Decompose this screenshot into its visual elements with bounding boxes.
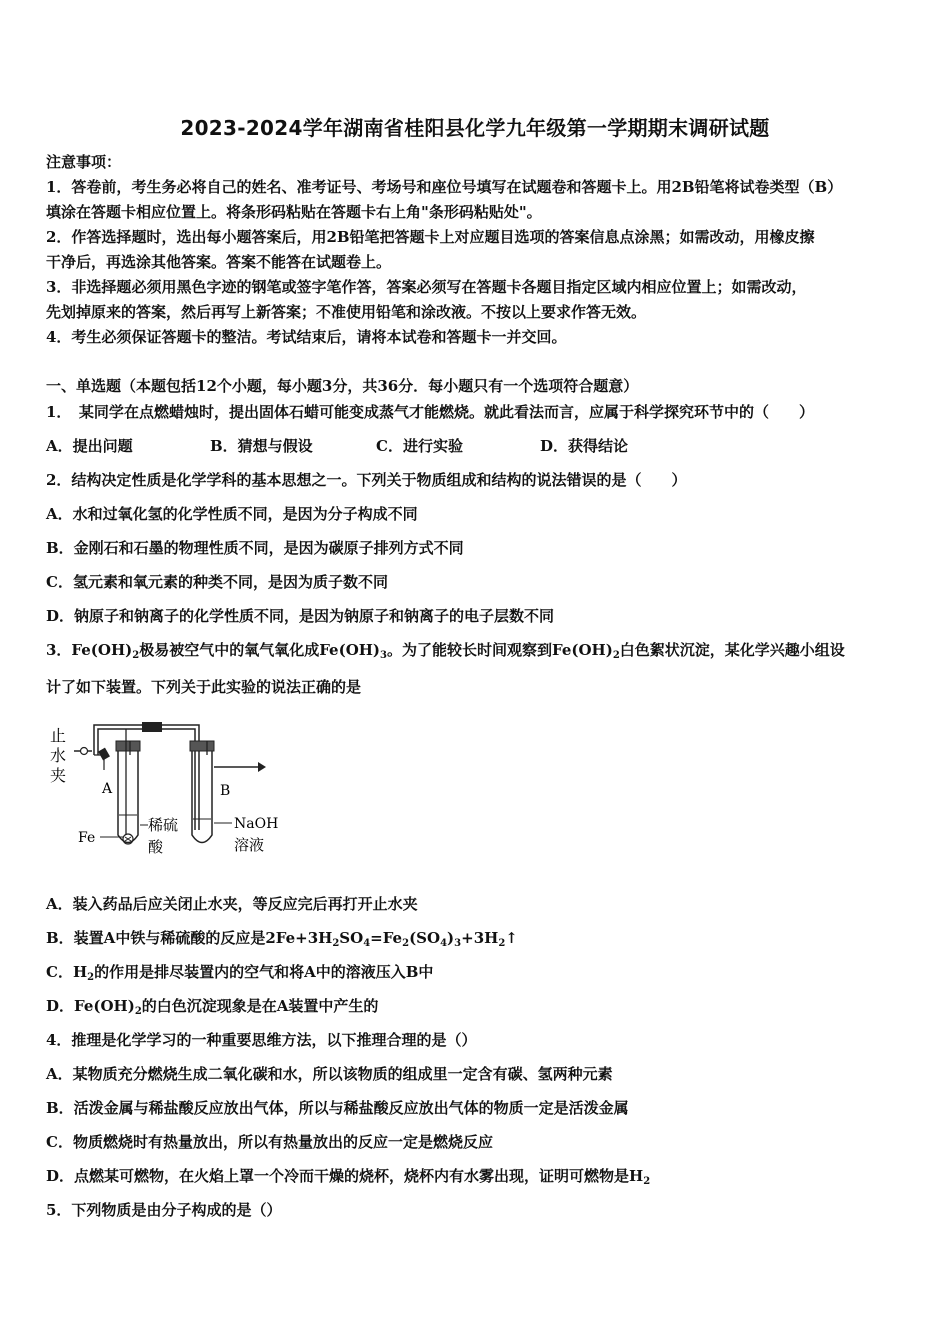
notice-item: 2．作答选择题时，选出每小题答案后，用2B铅笔把答题卡上对应题目选项的答案信息点涂黑；如需改动，用橡皮擦 [46, 228, 815, 246]
question-1-options [46, 435, 628, 456]
option-a: A．装入药品后应关闭止水夹，等反应完后再打开止水夹 [46, 895, 418, 913]
label-naoh: 溶液 [234, 836, 265, 854]
option-c: C．物质燃烧时有热量放出，所以有热量放出的反应一定是燃烧反应 [46, 1133, 493, 1151]
notice-item: 4．考生必须保证答题卡的整洁。考试结束后，请将本试卷和答题卡一并交回。 [46, 328, 567, 346]
question-2-stem: 2．结构决定性质是化学学科的基本思想之一。下列关于物质组成和结构的说法错误的是（ ） [46, 471, 687, 489]
clamp-label: 水 [50, 746, 67, 765]
notice-heading: 注意事项： [46, 153, 122, 171]
label-a: A [102, 781, 113, 797]
option-a: A．提出问题 [46, 437, 133, 455]
tube-a [118, 751, 138, 843]
clamp-label: 止 [50, 726, 67, 745]
notice-item: 填涂在答题卡相应位置上。将条形码粘贴在答题卡右上角"条形码粘贴处"。 [46, 203, 542, 221]
option-d: D．获得结论 [540, 437, 629, 455]
notice-item: 先划掉原来的答案，然后再写上新答案；不准使用铅笔和涂改液。不按以上要求作答无效。 [46, 303, 647, 321]
notice-item: 干净后，再选涂其他答案。答案不能答在试题卷上。 [46, 253, 392, 271]
question-5-stem: 5．下列物质是由分子构成的是（） [46, 1201, 282, 1219]
option-d: D．钠原子和钠离子的化学性质不同，是因为钠原子和钠离子的电子层数不同 [46, 607, 555, 625]
notice-item: 3．非选择题必须用黑色字迹的钢笔或签字笔作答，答案必须写在答题卡各题目指定区域内相应位置上；如需改动， [46, 278, 807, 296]
apparatus-diagram [44, 715, 294, 865]
option-d: D．点燃某可燃物，在火焰上罩一个冷而干燥的烧杯，烧杯内有水雾出现，证明可燃物是$H_2$ [46, 1167, 651, 1187]
option-c: C．进行实验 [376, 437, 463, 455]
page-title: 2023-2024学年湖南省桂阳县化学九年级第一学期期末调研试题 [180, 116, 770, 140]
section-heading: 一、单选题（本题包括12个小题，每小题3分，共36分．每小题只有一个选项符合题意） [46, 377, 639, 395]
option-b: B．猜想与假设 [210, 437, 313, 455]
label-fe: Fe [78, 830, 96, 846]
question-1-stem: 1． 某同学在点燃蜡烛时，提出固体石蜡可能变成蒸气才能燃烧。就此看法而言，应属于科学探究环节中的（ ） [46, 403, 814, 421]
option-b: B．装置A中铁与稀硫酸的反应是$2Fe+3H_2SO_4=Fe_2(SO_4)_3+3H_2↑$ [46, 929, 518, 949]
option-a: A．水和过氧化氢的化学性质不同，是因为分子构成不同 [46, 505, 418, 523]
option-c: C．氢元素和氧元素的种类不同，是因为质子数不同 [46, 573, 388, 591]
option-c: C．$H_2$的作用是排尽装置内的空气和将A中的溶液压入B中 [46, 963, 434, 983]
clamp-label: 夹 [50, 766, 67, 785]
option-a: A．某物质充分燃烧生成二氧化碳和水，所以该物质的组成里一定含有碳、氢两种元素 [46, 1065, 613, 1083]
stopper-a [116, 741, 140, 751]
question-4-stem: 4．推理是化学学习的一种重要思维方法，以下推理合理的是（） [46, 1031, 477, 1049]
notice-item: 1．答卷前，考生务必将自己的姓名、准考证号、考场号和座位号填写在试题卷和答题卡上。用2B铅笔将试卷类型（B） [46, 178, 843, 196]
arrow-icon [258, 762, 266, 772]
label-naoh: NaOH [234, 816, 279, 832]
label-acid: 稀硫 [148, 816, 179, 834]
question-3-stem-cont: 计了如下装置。下列关于此实验的说法正确的是 [46, 678, 362, 696]
label-acid: 酸 [148, 838, 164, 856]
option-b: B．活泼金属与稀盐酸反应放出气体，所以与稀盐酸反应放出气体的物质一定是活泼金属 [46, 1099, 629, 1117]
label-b: B [220, 783, 231, 799]
option-d: D．$Fe(OH)_2$的白色沉淀现象是在A装置中产生的 [46, 997, 379, 1017]
question-3-stem: 3．$Fe(OH)_2$极易被空气中的氧气氧化成$Fe(OH)_3$。为了能较长时间观察到$Fe(OH)_2$白色絮状沉淀，某化学兴趣小组设 [46, 641, 845, 661]
stopper-b [190, 741, 214, 751]
rubber-connector [142, 722, 162, 732]
clamp-icon [81, 748, 88, 755]
option-b: B．金刚石和石墨的物理性质不同，是因为碳原子排列方式不同 [46, 539, 464, 557]
